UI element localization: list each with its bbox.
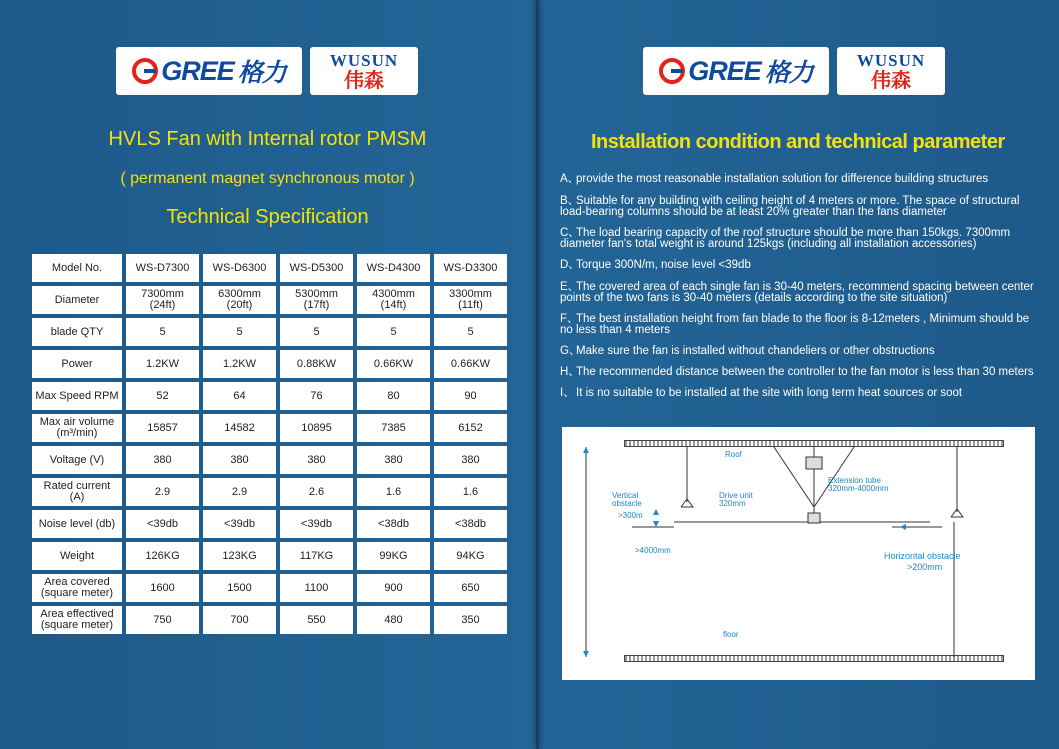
spec-row-label: Rated current (A) bbox=[32, 478, 122, 506]
condition-item bbox=[560, 346, 1040, 357]
condition-item bbox=[560, 174, 1040, 185]
spec-cell: WS-D3300 bbox=[434, 254, 507, 282]
spec-cell: 0.88KW bbox=[280, 350, 353, 378]
spec-cell: WS-D4300 bbox=[357, 254, 430, 282]
condition-key: F、 bbox=[560, 313, 579, 325]
wusun-wordmark: WUSUN bbox=[856, 50, 926, 70]
condition-item bbox=[560, 282, 1040, 304]
drive-unit-label: Drive unit 320mm bbox=[719, 491, 753, 508]
gree-logo-right bbox=[643, 47, 829, 95]
spec-row bbox=[32, 574, 507, 602]
spec-cell: 3300mm (11ft) bbox=[434, 286, 507, 314]
spec-cell: 6152 bbox=[434, 414, 507, 442]
spec-cell: 5300mm (17ft) bbox=[280, 286, 353, 314]
spec-heading: Technical Specification bbox=[166, 206, 369, 228]
spec-row-label: Model No. bbox=[32, 254, 122, 282]
spec-row-label: Area effectived (square meter) bbox=[32, 606, 122, 634]
condition-key: I、 bbox=[560, 387, 575, 399]
spec-cell: 76 bbox=[280, 382, 353, 410]
wusun-cn-wordmark: 伟森 bbox=[343, 69, 384, 92]
spec-row-label: Power bbox=[32, 350, 122, 378]
floor-label: floor bbox=[723, 630, 739, 639]
page-fold bbox=[536, 0, 539, 749]
diagram-lines bbox=[562, 427, 1035, 680]
spec-cell: 2.9 bbox=[126, 478, 199, 506]
gree-logo bbox=[116, 47, 302, 95]
spec-row-label: Noise level (db) bbox=[32, 510, 122, 538]
spec-cell: <38db bbox=[434, 510, 507, 538]
right-title: Installation condition and technical parameter bbox=[591, 131, 1005, 153]
spec-row-label: Max Speed RPM bbox=[32, 382, 122, 410]
condition-key: A、 bbox=[560, 173, 580, 185]
condition-key: E、 bbox=[560, 281, 580, 293]
extension-tube-label: Extension tube 320mm-4000mm bbox=[828, 476, 889, 493]
spec-cell: 5 bbox=[280, 318, 353, 346]
spec-cell: 380 bbox=[126, 446, 199, 474]
spec-cell: 7300mm (24ft) bbox=[126, 286, 199, 314]
spec-row-label: Voltage (V) bbox=[32, 446, 122, 474]
spec-row-label: Area covered (square meter) bbox=[32, 574, 122, 602]
vertical-obstacle-label: Vertical obstacle bbox=[612, 491, 642, 508]
installation-diagram bbox=[562, 427, 1035, 680]
gree-cn-wordmark: 格力 bbox=[764, 59, 813, 87]
spec-cell: 126KG bbox=[126, 542, 199, 570]
spec-cell: 94KG bbox=[434, 542, 507, 570]
condition-text: Torque 300N/m, noise level <39db bbox=[576, 259, 751, 271]
spec-row bbox=[32, 286, 507, 314]
spec-cell: 1.2KW bbox=[203, 350, 276, 378]
gree-ring-icon bbox=[132, 58, 158, 84]
gree-cn-wordmark: 格力 bbox=[237, 59, 286, 87]
spec-row bbox=[32, 446, 507, 474]
condition-item bbox=[560, 388, 1040, 399]
spec-cell: 52 bbox=[126, 382, 199, 410]
spec-cell: 650 bbox=[434, 574, 507, 602]
condition-text: The load bearing capacity of the roof structure should be more than 150kgs. 7300mm diameter fan's total weight is around 125kgs (including all installation accessories) bbox=[560, 227, 1011, 250]
spec-cell: 750 bbox=[126, 606, 199, 634]
spec-cell: 1.6 bbox=[357, 478, 430, 506]
condition-key: G、 bbox=[560, 345, 581, 357]
wusun-logo bbox=[310, 47, 418, 95]
condition-item bbox=[560, 314, 1040, 336]
condition-text: provide the most reasonable installation solution for difference building structures bbox=[576, 173, 989, 185]
wusun-wordmark: WUSUN bbox=[329, 50, 399, 70]
spec-cell: 700 bbox=[203, 606, 276, 634]
spec-cell: 5 bbox=[126, 318, 199, 346]
spec-cell: WS-D7300 bbox=[126, 254, 199, 282]
spec-row-label: Max air volume (m³/min) bbox=[32, 414, 122, 442]
spec-cell: WS-D6300 bbox=[203, 254, 276, 282]
condition-key: H、 bbox=[560, 366, 580, 378]
condition-item bbox=[560, 367, 1040, 378]
spec-table bbox=[28, 250, 511, 638]
condition-text: It is no suitable to be installed at the site with long term heat sources or soot bbox=[576, 387, 963, 399]
spec-cell: 14582 bbox=[203, 414, 276, 442]
spec-cell: 99KG bbox=[357, 542, 430, 570]
spec-cell: 5 bbox=[203, 318, 276, 346]
gree-wordmark: GREE bbox=[688, 55, 761, 86]
spec-row bbox=[32, 478, 507, 506]
spec-cell: 7385 bbox=[357, 414, 430, 442]
spec-cell: 550 bbox=[280, 606, 353, 634]
condition-text: The covered area of each single fan is 30-40 meters, recommend spacing between center points of the two fans is 30-40 meters (details according to the site situation) bbox=[560, 281, 1034, 304]
left-title: HVLS Fan with Internal rotor PMSM bbox=[108, 128, 427, 150]
spec-cell: 5 bbox=[357, 318, 430, 346]
spec-cell: 2.9 bbox=[203, 478, 276, 506]
condition-text: Make sure the fan is installed without chandeliers or other obstructions bbox=[576, 345, 935, 357]
spec-cell: 900 bbox=[357, 574, 430, 602]
gree-ring-icon bbox=[659, 58, 685, 84]
spec-cell: <39db bbox=[280, 510, 353, 538]
spec-cell: 380 bbox=[280, 446, 353, 474]
spec-cell: 0.66KW bbox=[434, 350, 507, 378]
spec-cell: 1100 bbox=[280, 574, 353, 602]
spec-cell: 480 bbox=[357, 606, 430, 634]
spec-cell: 80 bbox=[357, 382, 430, 410]
spec-cell: 0.66KW bbox=[357, 350, 430, 378]
height-dim-label: >4000mm bbox=[635, 546, 671, 555]
spec-row bbox=[32, 382, 507, 410]
spec-cell: <39db bbox=[126, 510, 199, 538]
wusun-logo-right bbox=[837, 47, 945, 95]
spec-cell: 6300mm (20ft) bbox=[203, 286, 276, 314]
spec-cell: 90 bbox=[434, 382, 507, 410]
spec-cell: 15857 bbox=[126, 414, 199, 442]
roof-label: Roof bbox=[725, 450, 742, 459]
spec-cell: 4300mm (14ft) bbox=[357, 286, 430, 314]
spec-cell: 1.6 bbox=[434, 478, 507, 506]
spec-row bbox=[32, 318, 507, 346]
condition-item bbox=[560, 228, 1040, 250]
condition-text: The best installation height from fan blade to the floor is 8-12meters , Minimum should be no less than 4 meters bbox=[560, 313, 1030, 336]
condition-key: C、 bbox=[560, 227, 580, 239]
spec-cell: 380 bbox=[357, 446, 430, 474]
wusun-cn-wordmark: 伟森 bbox=[870, 69, 911, 92]
horizontal-obstacle-label: Horizontal obstacle bbox=[884, 551, 961, 561]
left-subtitle: ( permanent magnet synchronous motor ) bbox=[120, 170, 415, 187]
condition-item bbox=[560, 196, 1040, 218]
spec-row bbox=[32, 254, 507, 282]
spec-row bbox=[32, 350, 507, 378]
spec-cell: 64 bbox=[203, 382, 276, 410]
gree-wordmark: GREE bbox=[161, 55, 234, 86]
spec-cell: 5 bbox=[434, 318, 507, 346]
spec-row-label: Weight bbox=[32, 542, 122, 570]
spec-cell: 2.6 bbox=[280, 478, 353, 506]
condition-text: The recommended distance between the controller to the fan motor is less than 30 meters bbox=[576, 366, 1034, 378]
spec-row bbox=[32, 510, 507, 538]
spec-row bbox=[32, 542, 507, 570]
spec-cell: 10895 bbox=[280, 414, 353, 442]
spec-row-label: Diameter bbox=[32, 286, 122, 314]
spec-cell: 1.2KW bbox=[126, 350, 199, 378]
vertical-dim-label: >300m bbox=[618, 511, 643, 520]
spec-cell: 1500 bbox=[203, 574, 276, 602]
spec-cell: <39db bbox=[203, 510, 276, 538]
spec-row bbox=[32, 606, 507, 634]
spec-row-label: blade QTY bbox=[32, 318, 122, 346]
spec-cell: <38db bbox=[357, 510, 430, 538]
spec-cell: WS-D5300 bbox=[280, 254, 353, 282]
condition-key: D、 bbox=[560, 259, 580, 271]
condition-key: B、 bbox=[560, 195, 580, 207]
spec-cell: 123KG bbox=[203, 542, 276, 570]
spec-cell: 1600 bbox=[126, 574, 199, 602]
condition-item bbox=[560, 260, 1040, 271]
spec-cell: 380 bbox=[203, 446, 276, 474]
spec-row bbox=[32, 414, 507, 442]
horizontal-dim-label: >200mm bbox=[907, 562, 943, 572]
condition-text: Suitable for any building with ceiling height of 4 meters or more. The space of structural load-bearing columns should be at least 20% greater than the fans diameter bbox=[560, 195, 1020, 218]
spec-cell: 380 bbox=[434, 446, 507, 474]
spec-cell: 117KG bbox=[280, 542, 353, 570]
spec-cell: 350 bbox=[434, 606, 507, 634]
